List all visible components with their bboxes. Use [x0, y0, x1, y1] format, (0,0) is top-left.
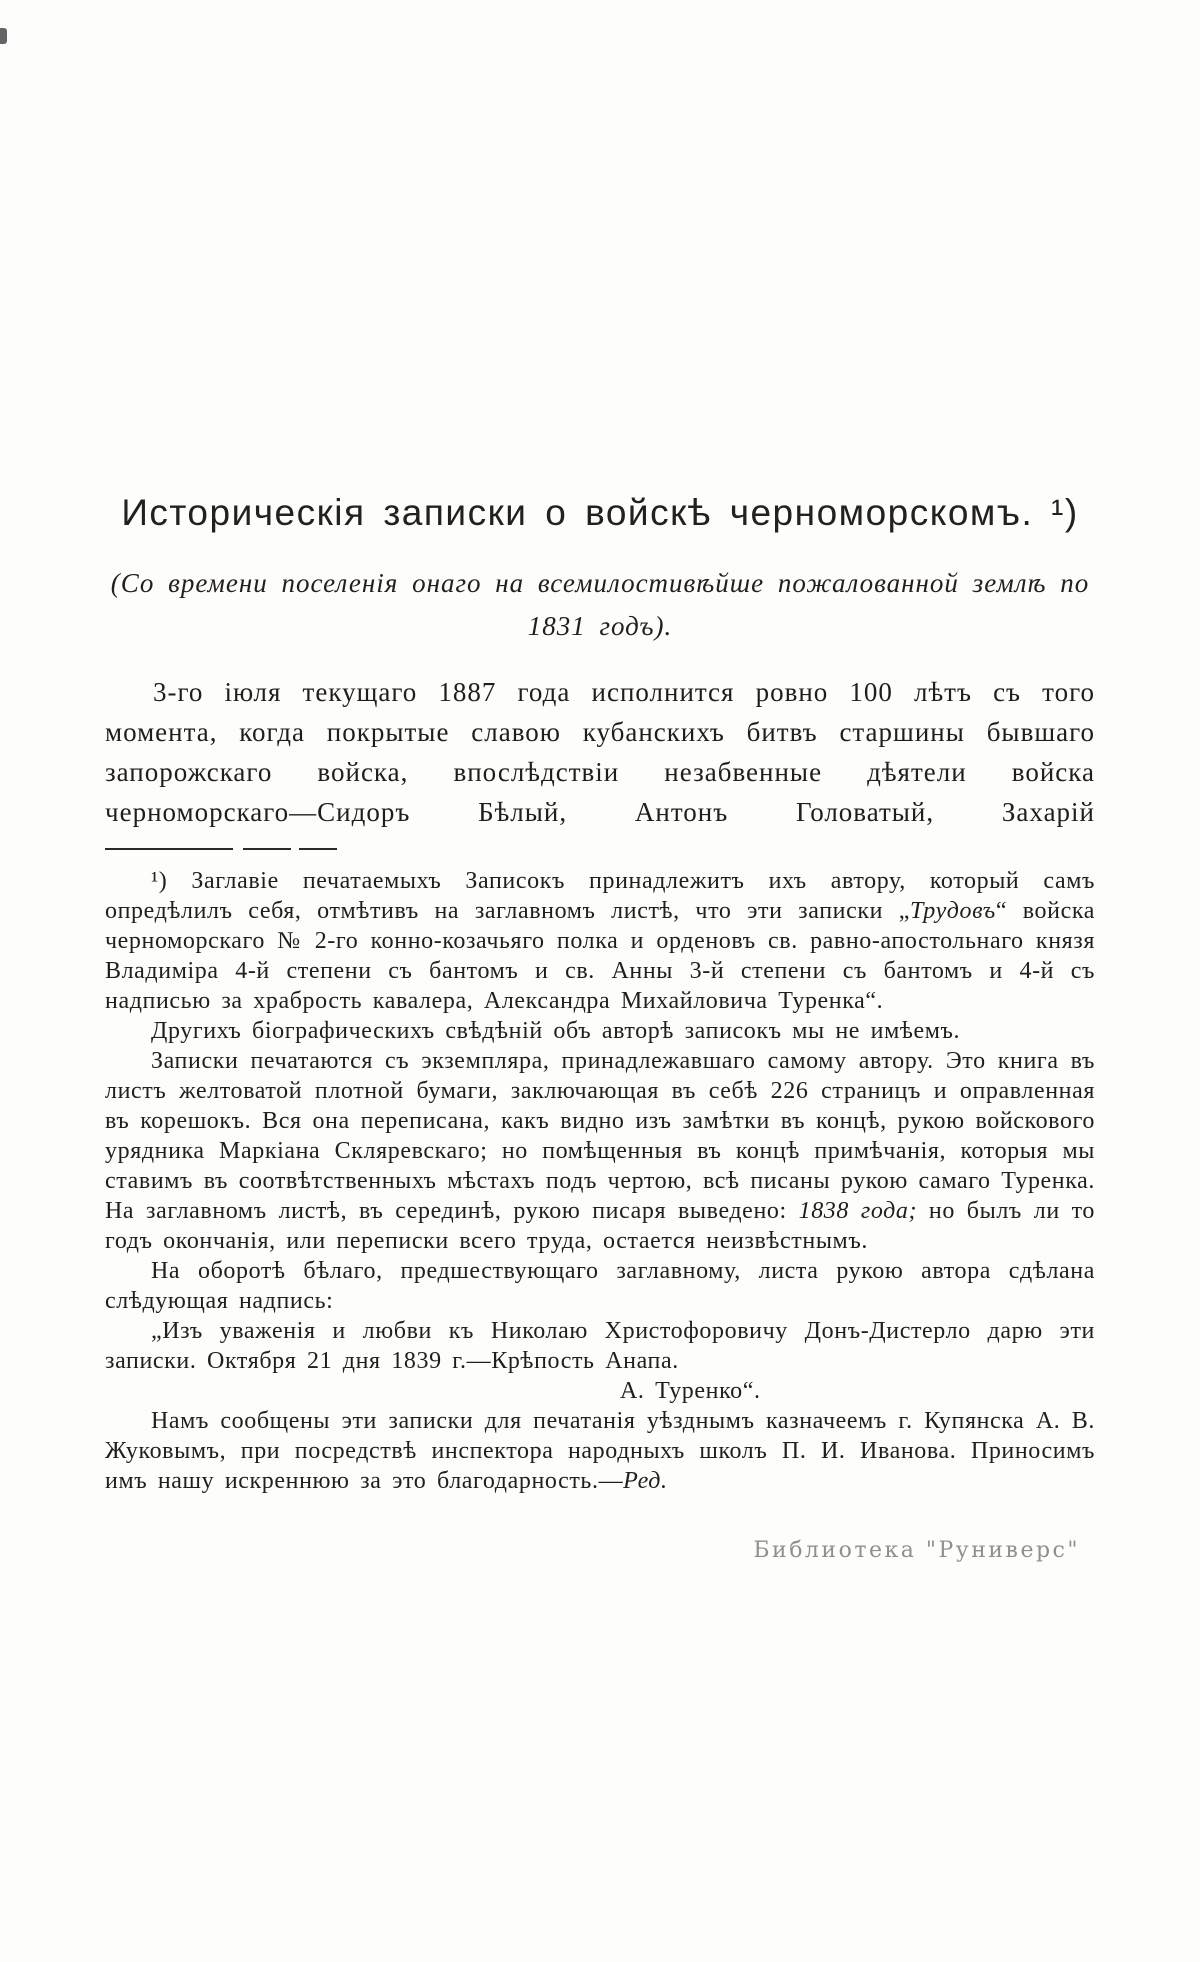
footnote-paragraph-1: ¹) Заглавіе печатаемыхъ Записокъ принадлежитъ ихъ автору, который самъ опредѣлилъ себя, отмѣтивъ на заглавномъ листѣ, что эти записки „Трудовъ“ войска черноморскаго № 2-го конно-козачьяго полка и орденовъ св. равно-апостольнаго князя Владиміра 4-й степени съ бантомъ и св. Анны 3-й степени съ бантомъ и 4-й съ надписью за храбрость кавалера, Александра Михайловича Туренка“.	[105, 868, 1095, 1014]
footnote-signature: А. Туренко“.	[620, 1378, 761, 1404]
library-watermark: Библиотека "Руниверс"	[753, 1538, 1080, 1563]
article-title: Историческія записки о войскѣ черноморскомъ. ¹)	[121, 492, 1079, 533]
body-paragraph: 3-го іюля текущаго 1887 года исполнится ровно 100 лѣтъ съ того момента, когда покрытые славою кубанскихъ битвъ старшины бывшаго запорожскаго войска, впослѣдствіи незабвенные дѣятели войска черноморскаго—Сидоръ Бѣлый, Антонъ Головатый, Захарій	[105, 677, 1095, 827]
footnote-block	[105, 866, 1095, 1496]
footnote-paragraph-editorial: Намъ сообщены эти записки для печатанія уѣзднымъ казначеемъ г. Купянска А. В. Жуковымъ, при посредствѣ инспектора народныхъ школъ П. И. Иванова. Приносимъ имъ нашу искреннюю за это благодарность.—Ред.	[105, 1408, 1095, 1494]
footnote-divider	[105, 848, 337, 850]
footnote-paragraph-4: На оборотѣ бѣлаго, предшествующаго заглавному, листа рукою автора сдѣлана слѣдующая надпись:	[105, 1258, 1095, 1314]
page-content	[105, 492, 1095, 1496]
footnote-paragraph-dedication: „Изъ уваженія и любви къ Николаю Христофоровичу Донъ-Дистерло дарю эти записки. Октября 21 дня 1839 г.—Крѣпость Анапа.	[105, 1318, 1095, 1374]
scan-edge-artifact	[0, 28, 7, 44]
article-subtitle: (Со времени поселенія онаго на всемилостивѣйше пожалованной землѣ по 1831 годъ).	[110, 568, 1090, 641]
footnote-paragraph-3: Записки печатаются съ экземпляра, принадлежавшаго самому автору. Это книга въ листъ желтоватой плотной бумаги, заключающая въ себѣ 226 страницъ и оправленная въ корешокъ. Вся она переписана, какъ видно изъ замѣтки въ концѣ, рукою войскового урядника Маркіана Скляревскаго; но помѣщенныя въ концѣ примѣчанія, которыя мы ставимъ въ соотвѣтственныхъ мѣстахъ подъ чертою, всѣ писаны рукою самаго Туренка. На заглавномъ листѣ, въ серединѣ, рукою писаря выведено: 1838 года; но былъ ли то годъ окончанія, или переписки всего труда, остается неизвѣстнымъ.	[105, 1048, 1095, 1254]
footnote-paragraph-2: Другихъ біографическихъ свѣдѣній объ авторѣ записокъ мы не имѣемъ.	[151, 1018, 961, 1044]
